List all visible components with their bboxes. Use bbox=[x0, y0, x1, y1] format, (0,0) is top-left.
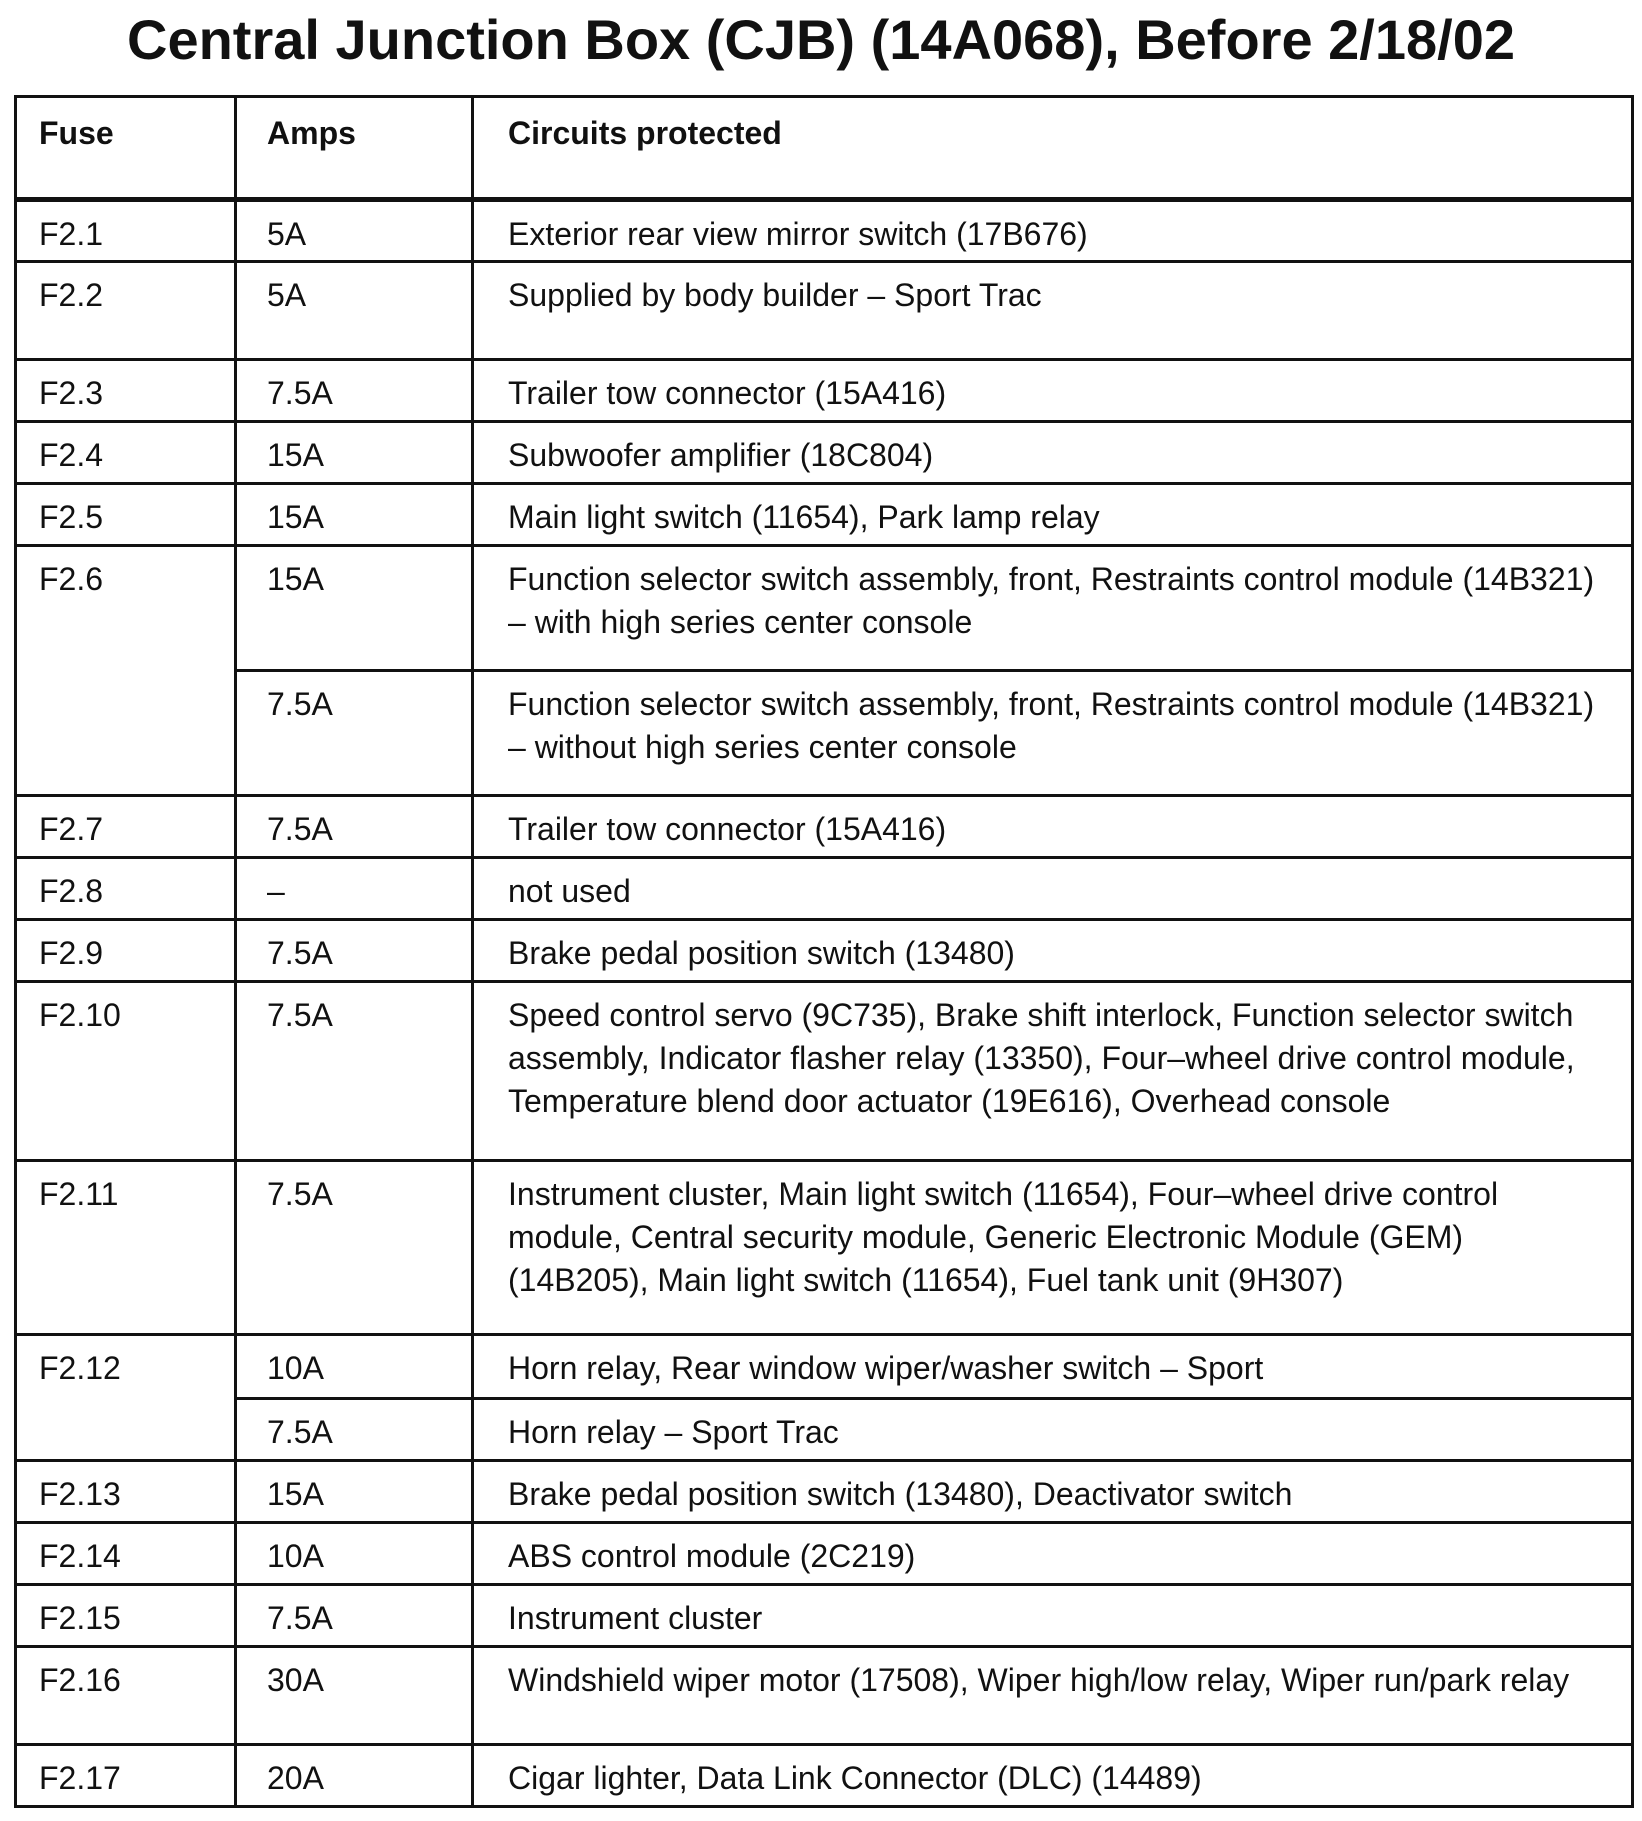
fuse-amps: 7.5A bbox=[236, 671, 473, 796]
table-row bbox=[16, 1523, 1633, 1585]
table-row bbox=[16, 671, 1633, 796]
fuse-amps: 15A bbox=[236, 546, 473, 671]
fuse-amps: 15A bbox=[236, 422, 473, 484]
fuse-amps: 10A bbox=[236, 1523, 473, 1585]
fuse-circuits: Horn relay, Rear window wiper/washer switch – Sport bbox=[473, 1335, 1633, 1399]
fuse-id: F2.12 bbox=[16, 1335, 236, 1461]
fuse-circuits: ABS control module (2C219) bbox=[473, 1523, 1633, 1585]
table-row bbox=[16, 546, 1633, 671]
fuse-circuits: Exterior rear view mirror switch (17B676) bbox=[473, 200, 1633, 262]
fuse-amps: – bbox=[236, 858, 473, 920]
fuse-circuits: Cigar lighter, Data Link Connector (DLC) (14489) bbox=[473, 1745, 1633, 1807]
fuse-amps: 10A bbox=[236, 1335, 473, 1399]
fuse-amps: 7.5A bbox=[236, 920, 473, 982]
fuse-circuits: Trailer tow connector (15A416) bbox=[473, 796, 1633, 858]
fuse-amps: 7.5A bbox=[236, 1585, 473, 1647]
fuse-amps: 7.5A bbox=[236, 982, 473, 1161]
fuse-amps: 15A bbox=[236, 1461, 473, 1523]
table-row bbox=[16, 1461, 1633, 1523]
fuse-id: F2.3 bbox=[16, 360, 236, 422]
fuse-circuits: not used bbox=[473, 858, 1633, 920]
fuse-id: F2.7 bbox=[16, 796, 236, 858]
fuse-amps: 5A bbox=[236, 262, 473, 360]
table-row bbox=[16, 1399, 1633, 1461]
fuse-table bbox=[14, 95, 1634, 1808]
fuse-id: F2.8 bbox=[16, 858, 236, 920]
fuse-id: F2.10 bbox=[16, 982, 236, 1161]
table-row bbox=[16, 360, 1633, 422]
fuse-circuits: Instrument cluster bbox=[473, 1585, 1633, 1647]
fuse-circuits: Trailer tow connector (15A416) bbox=[473, 360, 1633, 422]
table-row bbox=[16, 920, 1633, 982]
fuse-id: F2.11 bbox=[16, 1161, 236, 1335]
page-title: Central Junction Box (CJB) (14A068), Before 2/18/02 bbox=[127, 8, 1515, 71]
fuse-amps: 7.5A bbox=[236, 1399, 473, 1461]
fuse-circuits: Function selector switch assembly, front, Restraints control module (14B321) – with high series center console bbox=[473, 546, 1633, 671]
fuse-circuits: Main light switch (11654), Park lamp relay bbox=[473, 484, 1633, 546]
fuse-circuits: Subwoofer amplifier (18C804) bbox=[473, 422, 1633, 484]
table-row bbox=[16, 200, 1633, 262]
fuse-table-body bbox=[16, 200, 1633, 1807]
table-row bbox=[16, 484, 1633, 546]
table-row bbox=[16, 262, 1633, 360]
table-row bbox=[16, 982, 1633, 1161]
fuse-circuits: Instrument cluster, Main light switch (11654), Four–wheel drive control module, Central security module, Generic Electronic Module (GEM) (14B205), Main light switch (11654), Fuel tank unit (9H307) bbox=[473, 1161, 1633, 1335]
fuse-amps: 5A bbox=[236, 200, 473, 262]
table-row bbox=[16, 858, 1633, 920]
fuse-circuits: Brake pedal position switch (13480), Deactivator switch bbox=[473, 1461, 1633, 1523]
table-row bbox=[16, 422, 1633, 484]
fuse-amps: 7.5A bbox=[236, 1161, 473, 1335]
fuse-id: F2.14 bbox=[16, 1523, 236, 1585]
fuse-circuits: Horn relay – Sport Trac bbox=[473, 1399, 1633, 1461]
fuse-id: F2.4 bbox=[16, 422, 236, 484]
header-row bbox=[16, 97, 1633, 200]
fuse-circuits: Brake pedal position switch (13480) bbox=[473, 920, 1633, 982]
fuse-circuits: Supplied by body builder – Sport Trac bbox=[473, 262, 1633, 360]
fuse-id: F2.13 bbox=[16, 1461, 236, 1523]
fuse-id: F2.1 bbox=[16, 200, 236, 262]
header-amps: Amps bbox=[236, 97, 473, 200]
fuse-id: F2.17 bbox=[16, 1745, 236, 1807]
table-row bbox=[16, 1745, 1633, 1807]
header-circuits: Circuits protected bbox=[473, 97, 1633, 200]
table-row bbox=[16, 1335, 1633, 1399]
fuse-amps: 15A bbox=[236, 484, 473, 546]
fuse-circuits: Speed control servo (9C735), Brake shift interlock, Function selector switch assembly, Indicator flasher relay (13350), Four–wheel drive control module, Temperature blend door actuator (19E616), Overhead console bbox=[473, 982, 1633, 1161]
table-row bbox=[16, 1161, 1633, 1335]
fuse-amps: 7.5A bbox=[236, 796, 473, 858]
fuse-id: F2.9 bbox=[16, 920, 236, 982]
fuse-amps: 7.5A bbox=[236, 360, 473, 422]
table-row bbox=[16, 1647, 1633, 1745]
table-row bbox=[16, 796, 1633, 858]
fuse-id: F2.15 bbox=[16, 1585, 236, 1647]
fuse-id: F2.2 bbox=[16, 262, 236, 360]
fuse-amps: 20A bbox=[236, 1745, 473, 1807]
table-row bbox=[16, 1585, 1633, 1647]
header-fuse: Fuse bbox=[16, 97, 236, 200]
fuse-id: F2.16 bbox=[16, 1647, 236, 1745]
fuse-id: F2.6 bbox=[16, 546, 236, 796]
fuse-circuits: Function selector switch assembly, front, Restraints control module (14B321) – without high series center console bbox=[473, 671, 1633, 796]
fuse-circuits: Windshield wiper motor (17508), Wiper high/low relay, Wiper run/park relay bbox=[473, 1647, 1633, 1745]
fuse-id: F2.5 bbox=[16, 484, 236, 546]
fuse-amps: 30A bbox=[236, 1647, 473, 1745]
